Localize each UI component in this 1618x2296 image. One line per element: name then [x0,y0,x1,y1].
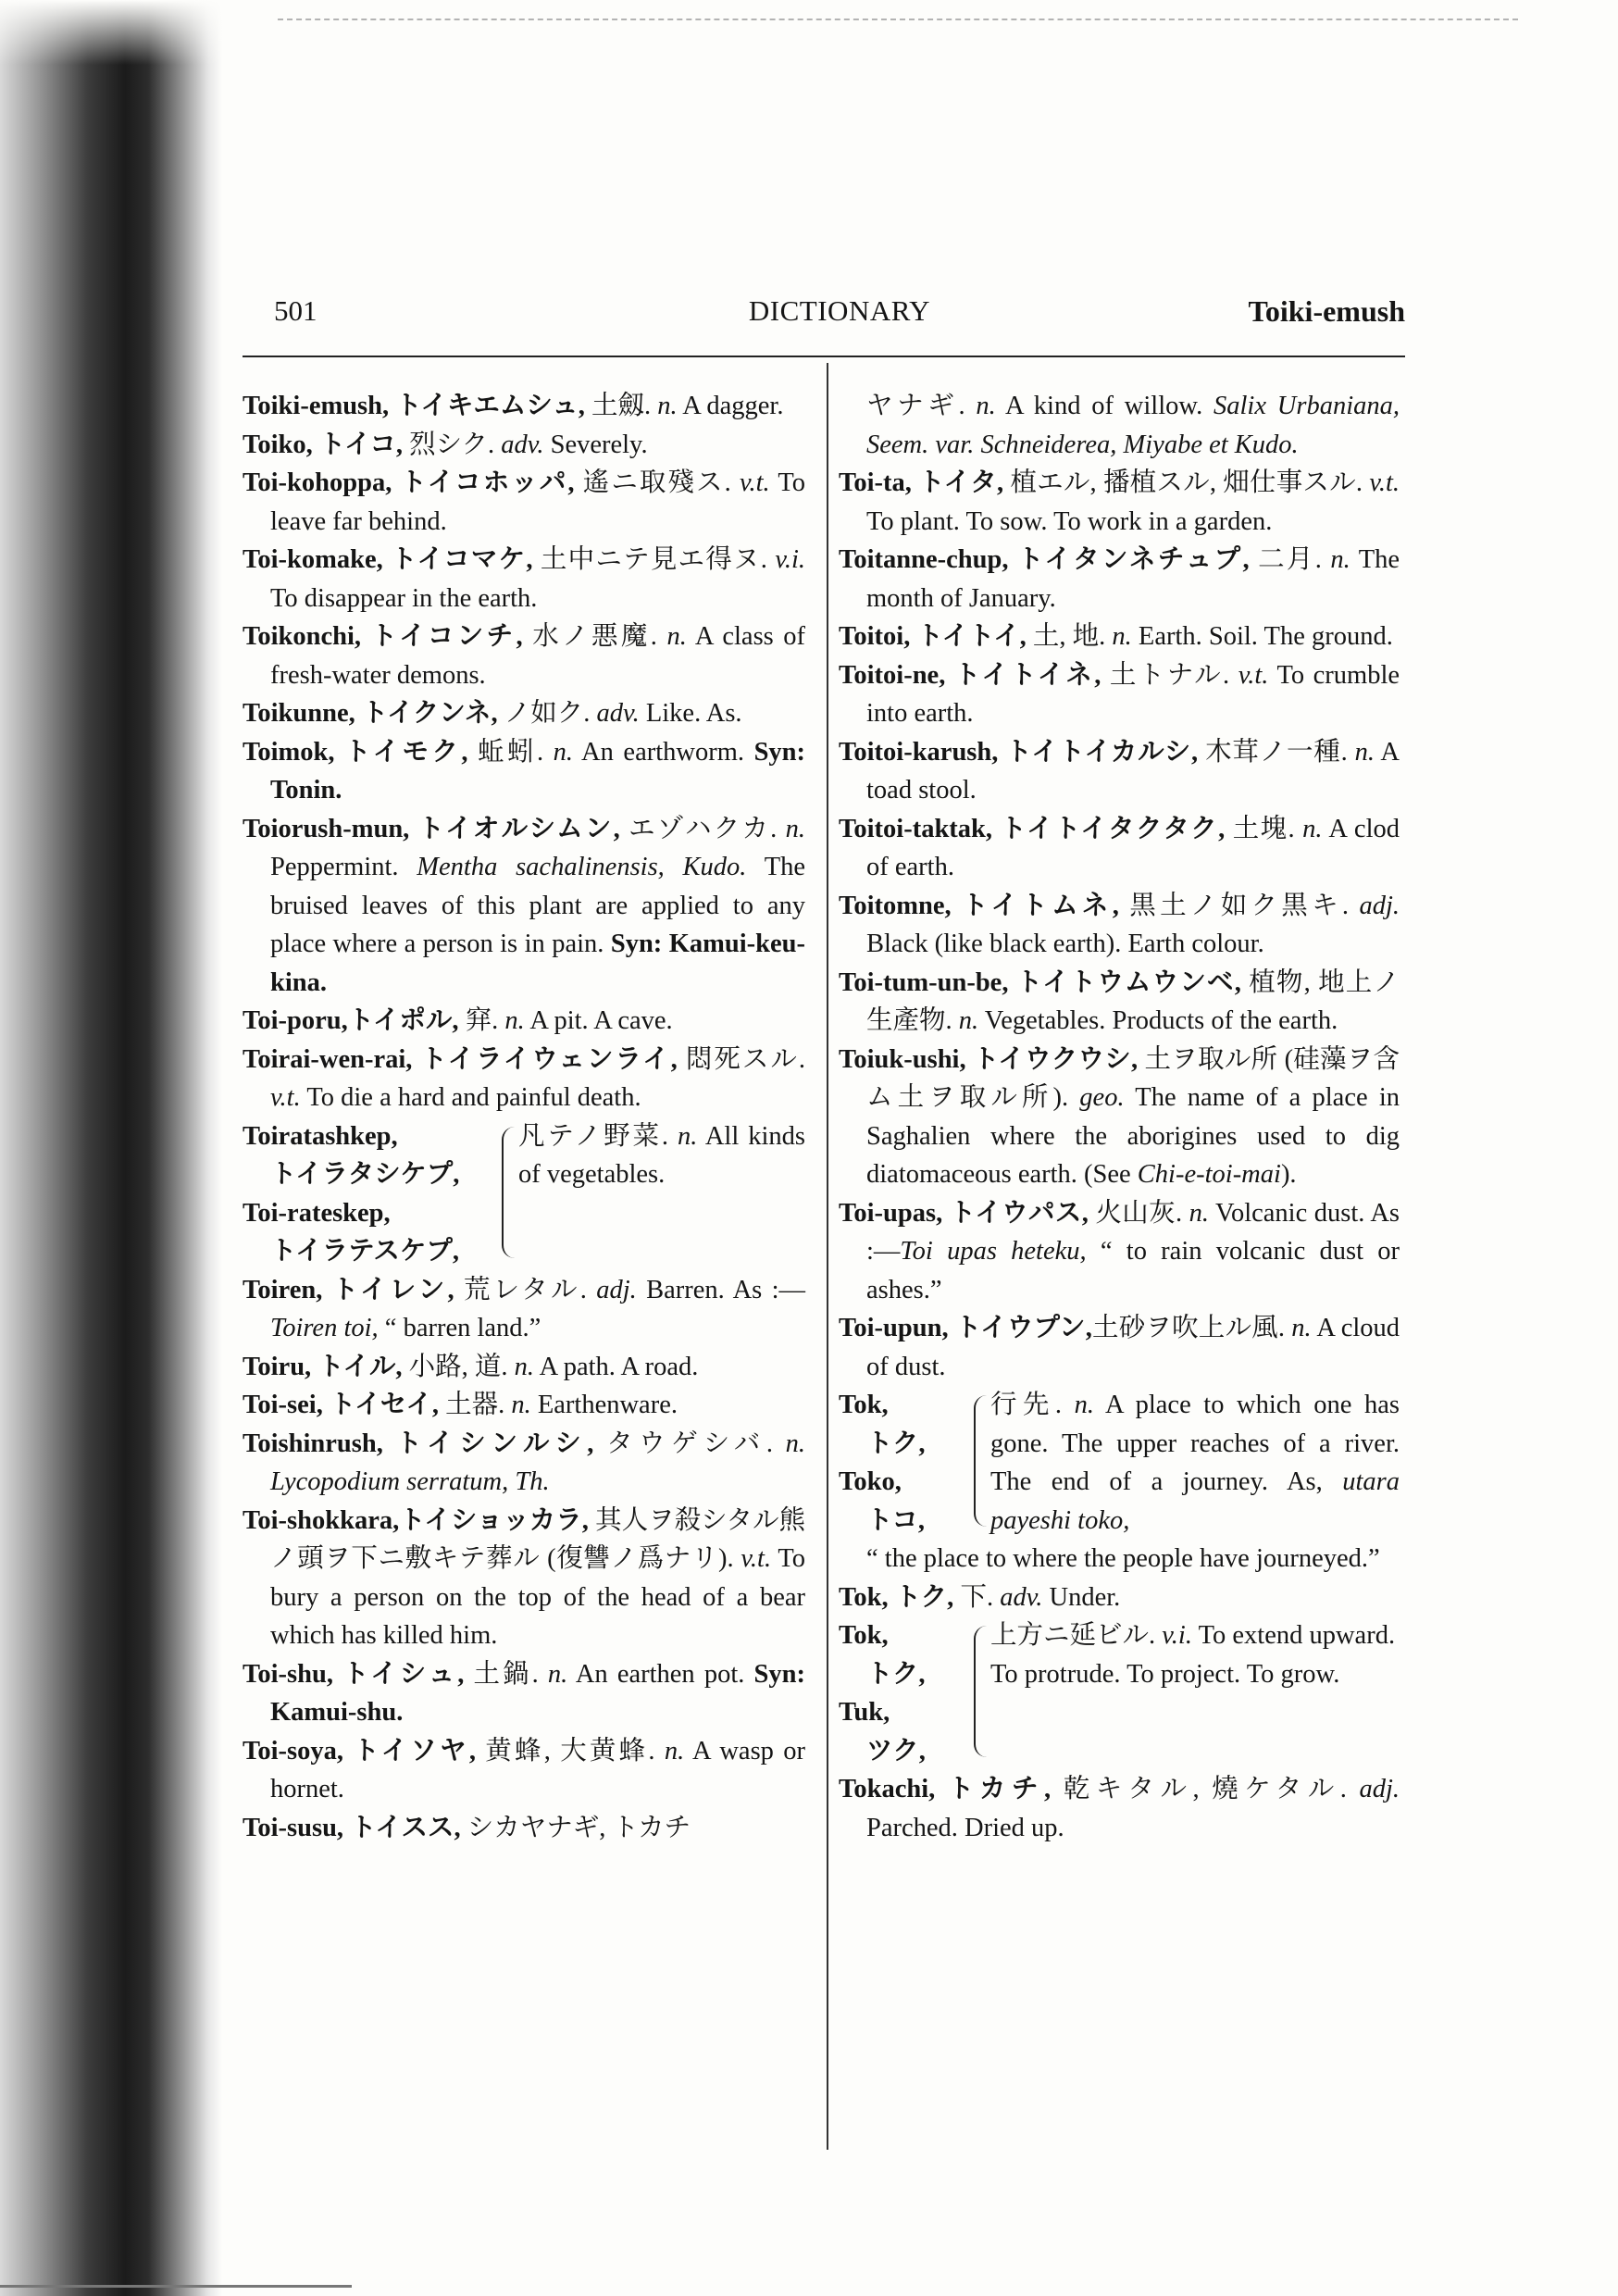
dictionary-entry: Toi-poru,トイポル, 穽. n. A pit. A cave. [243,1006,673,1035]
dictionary-entry: Toirai-wen-rai, トイライウェンライ, 悶死スル. v.t. To die a hard and painful death. [243,1044,806,1112]
top-scan-edge [278,19,1518,20]
dictionary-entry: Toi-ta, トイタ, 植エル, 播植スル, 畑仕事スル. v.t. To plant. To sow. To work in a garden. [839,468,1400,536]
book-spine-shadow [0,0,222,2296]
dictionary-entry: Toiuk-ushi, トイウクウシ, 土ヲ取ル所 (硅藻ヲ含ム土ヲ取ル所). geo. The name of a place in Saghalien where the aborigines used to dig diatomaceous earth. (See Chi-e-toi-mai). [839,1044,1400,1189]
bracket-continuation: “ the place to where the people have journeyed.” [866,1544,1380,1573]
page-number: 501 [274,294,317,327]
bracketed-entry: Toiratashkep, トイラタシケプ, Toi-rateskep, トイラテスケプ, 凡テノ野菜. n. All kinds of vegetables. [243,1121,805,1266]
dictionary-entry: Toi-komake, トイコマケ, 土中ニテ見エ得ヌ. v.i. To disappear in the earth. [243,545,806,613]
dictionary-entry: Toi-sei, トイセイ, 土器. n. Earthenware. [243,1391,678,1419]
dictionary-entry: Toitoi-ne, トイトイネ, 土トナル. v.t. To crumble into earth. [839,660,1400,728]
bottom-scan-edge [0,2285,352,2288]
column-divider [827,363,828,2150]
dictionary-entry: Toitoi, トイトイ, 土, 地. n. Earth. Soil. The ground. [839,622,1393,651]
dictionary-entry: Toiorush-mun, トイオルシムン, エゾハクカ. n. Peppermint. Mentha sachalinensis, Kudo. The bruised leaves of this plant are applied to any place where a person is in pain. Syn: Kamui-keu-kina. [243,814,806,997]
dictionary-entry: Toi-shokkara,トイショッカラ, 其人ヲ殺シタル熊ノ頭ヲ下ニ敷キテ葬ル (復讐ノ爲ナリ). v.t. To bury a person on the top of the head of a bear which has killed him. [243,1505,805,1650]
running-title: DICTIONARY [748,294,931,327]
dictionary-entry: Toiki-emush, トイキエムシュ, 土劔. n. A dagger. [243,392,784,420]
dictionary-entry: Toitomne, トイトムネ, 黒土ノ如ク黒キ. adj. Black (like black earth). Earth colour. [839,891,1400,958]
curly-brace [974,1395,987,1527]
curly-brace [974,1626,987,1757]
dictionary-entry-continued: ヤナギ. n. A kind of willow. Salix Urbaniana, Seem. var. Schneiderea, Miyabe et Kudo. [866,392,1400,459]
dictionary-entry: Toimok, トイモク, 蚯蚓. n. An earthworm. Syn: Tonin. [243,737,806,805]
dictionary-entry: Tokachi, トカチ, 乾キタル, 燒ケタル. adj. Parched. Dried up. [839,1775,1400,1842]
dictionary-entry: Toitanne-chup, トイタンネチュプ, 二月. n. The month of January. [839,545,1400,613]
page-header [274,294,1405,350]
bracketed-entry: Tok, トク, Tuk, ツク, 上方ニ延ビル. v.i. To extend upward. To protrude. To project. To grow. [839,1621,1396,1766]
dictionary-entry: Toi-susu, トイスス, シカヤナギ, トカチ [243,1813,691,1842]
dictionary-entry: Tok, トク, 下. adv. Under. [839,1582,1121,1612]
spine-fade [0,0,222,65]
header-rule [243,356,1405,357]
dictionary-entry: Toiru, トイル, 小路, 道. n. A path. A road. [243,1352,699,1381]
bracketed-entry: Tok, トク, Toko, トコ, 行先. n. A place to which one has gone. The upper reaches of a river. The end of a journey. As, utara payeshi toko, [839,1391,1400,1535]
dictionary-entry: Toikonchi, トイコンチ, 水ノ悪魔. n. A class of fresh-water demons. [243,622,806,690]
dictionary-entry: Toi-tum-un-be, トイトウムウンベ, 植物, 地上ノ生產物. n. Vegetables. Products of the earth. [839,967,1400,1035]
dictionary-entry: Toi-shu, トイシュ, 土鍋. n. An earthen pot. Syn: Kamui-shu. [243,1659,805,1727]
right-column [839,387,1400,1847]
dictionary-entry: Toikunne, トイクンネ, ノ如ク. adv. Like. As. [243,699,742,728]
left-column [243,387,805,1847]
dictionary-entry: Toitoi-taktak, トイトイタクタク, 土塊. n. A clod of earth. [839,814,1400,881]
dictionary-entry: Toi-soya, トイソヤ, 黄蜂, 大黄蜂. n. A wasp or hornet. [243,1736,805,1803]
dictionary-entry: Toiren, トイレン, 荒レタル. adj. Barren. As :—Toiren toi, “ barren land.” [243,1275,806,1342]
dictionary-entry: Toitoi-karush, トイトイカルシ, 木茸ノ一種. n. A toad stool. [839,737,1400,805]
dictionary-entry: Toishinrush, トイシンルシ, タウゲシバ. n. Lycopodium serratum, Th. [243,1429,806,1496]
dictionary-entry: Toiko, トイコ, 烈シク. adv. Severely. [243,430,648,459]
curly-brace [502,1127,515,1258]
dictionary-entry: Toi-upun, トイウプン,土砂ヲ吹上ル風. n. A cloud of dust. [839,1314,1400,1381]
guide-word: Toiki-emush [1248,294,1405,328]
dictionary-entry: Toi-kohoppa, トイコホッパ, 遙ニ取殘ス. v.t. To leave far behind. [243,468,806,536]
dictionary-entry: Toi-upas, トイウパス, 火山灰. n. Volcanic dust. As :—Toi upas heteku, “ to rain volcanic dust or ashes.” [839,1198,1400,1304]
